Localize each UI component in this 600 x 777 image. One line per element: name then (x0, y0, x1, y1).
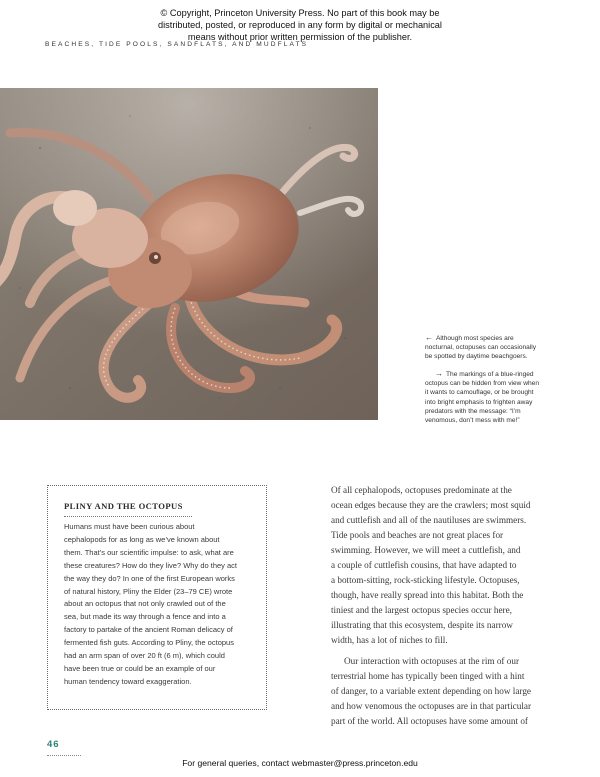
page-number: 46 (47, 739, 60, 750)
body-paragraph (331, 483, 557, 648)
sidebar-line: human tendency toward exaggeration. (64, 676, 192, 686)
caption-line: it wants to camouflage, or be brought (425, 389, 534, 397)
body-line: ocean edges because they are the crawlers; most squid (331, 500, 531, 510)
copyright-line: distributed, posted, or reproduced in any form by digital or mechanical (158, 20, 442, 30)
copyright-line: means without prior written permission of the publisher. (187, 32, 413, 42)
caption-line: nocturnal, octopuses can occasionally (425, 344, 537, 352)
arrow-left-icon: ← (425, 333, 433, 342)
body-text (331, 483, 557, 729)
sidebar-box (47, 485, 267, 710)
body-line: Of all cephalopods, octopuses predominate at the (331, 485, 512, 495)
octopus-photo (0, 88, 378, 420)
caption-line: into bright emphasis to frighten away (425, 398, 533, 406)
body-line: part of the world. All octopuses have some amount of (331, 716, 528, 726)
sidebar-divider (64, 516, 192, 517)
photo-caption-right (425, 369, 565, 425)
caption-line: be spotted by daytime beachgoers. (425, 353, 528, 361)
body-line: though, have really spread into this habitat. Both the (331, 590, 524, 600)
arrow-right-icon: → (435, 369, 443, 378)
octopus-illustration (0, 88, 378, 420)
sidebar-line: sea, but made its way through a fence and into a (64, 612, 226, 622)
body-line: and how venomous the octopuses are in that particular (331, 701, 532, 711)
body-line: a couple of cuttlefish cousins, that have adapted to (331, 560, 517, 570)
body-line: width, has a lot of niches to fill. (331, 635, 448, 645)
page-number-rule (47, 755, 81, 756)
sidebar-title: PLINY AND THE OCTOPUS (64, 501, 183, 511)
sidebar-line: about an octopus that not only crawled out of the (64, 599, 226, 609)
copyright-notice (150, 7, 450, 43)
body-line: swimming. However, we will meet a cuttlefish, and (331, 545, 521, 555)
body-paragraph (331, 654, 557, 729)
sidebar-text (64, 521, 260, 689)
sidebar-line: fermented fish guts. According to Pliny, the octopus (64, 638, 234, 648)
sidebar-line: cephalopods for as long as we’ve known about (64, 534, 220, 544)
caption-line: predators with the message: “I’m (425, 407, 521, 415)
caption-line: Although most species are (436, 335, 514, 342)
body-line: tiniest and the largest octopus species occur here, (331, 605, 512, 615)
sidebar-line: the way they do? In one of the first European works (64, 573, 235, 583)
photo-caption-left (425, 333, 565, 362)
body-line: Tide pools and beaches are not great places for (331, 530, 504, 540)
caption-line: octopus can be hidden from view when (425, 380, 539, 388)
footer-contact: For general queries, contact webmaster@press.princeton.edu (182, 758, 418, 768)
sidebar-line: these creatures? How do they live? Why do they act (64, 560, 238, 570)
sidebar-line: them. That’s our scientific impulse: to ask, what are (64, 547, 234, 557)
sidebar-line: have been true or could be an example of our (64, 663, 216, 673)
body-line: Our interaction with octopuses at the rim of our (344, 656, 520, 666)
body-line: illustrating that this ecosystem, despite its narrow (331, 620, 513, 630)
running-head: BEACHES, TIDE POOLS, SANDFLATS, AND MUDFLATS (45, 41, 309, 48)
sidebar-line: factory to partake of the ancient Roman delicacy of (64, 625, 233, 635)
caption-line: venomous, don’t mess with me!” (425, 417, 520, 425)
sidebar-line: had an arm span of over 20 ft (6 m), which could (64, 651, 225, 661)
sidebar-line: Humans must have been curious about (64, 522, 195, 531)
body-line: terrestrial home has typically been tinged with a hint (331, 671, 525, 681)
body-line: a bottom-sitting, rock-sticking lifestyle. Octopuses, (331, 575, 520, 585)
copyright-line: © Copyright, Princeton University Press. No part of this book may be (160, 8, 440, 18)
body-line: and cuttlefish and all of the nautiluses are swimmers. (331, 515, 527, 525)
caption-line: The markings of a blue-ringed (446, 371, 534, 378)
sidebar-line: of natural history, Pliny the Elder (23–79 CE) wrote (64, 586, 233, 596)
body-line: of danger, to a variable extent depending on how large (331, 686, 531, 696)
